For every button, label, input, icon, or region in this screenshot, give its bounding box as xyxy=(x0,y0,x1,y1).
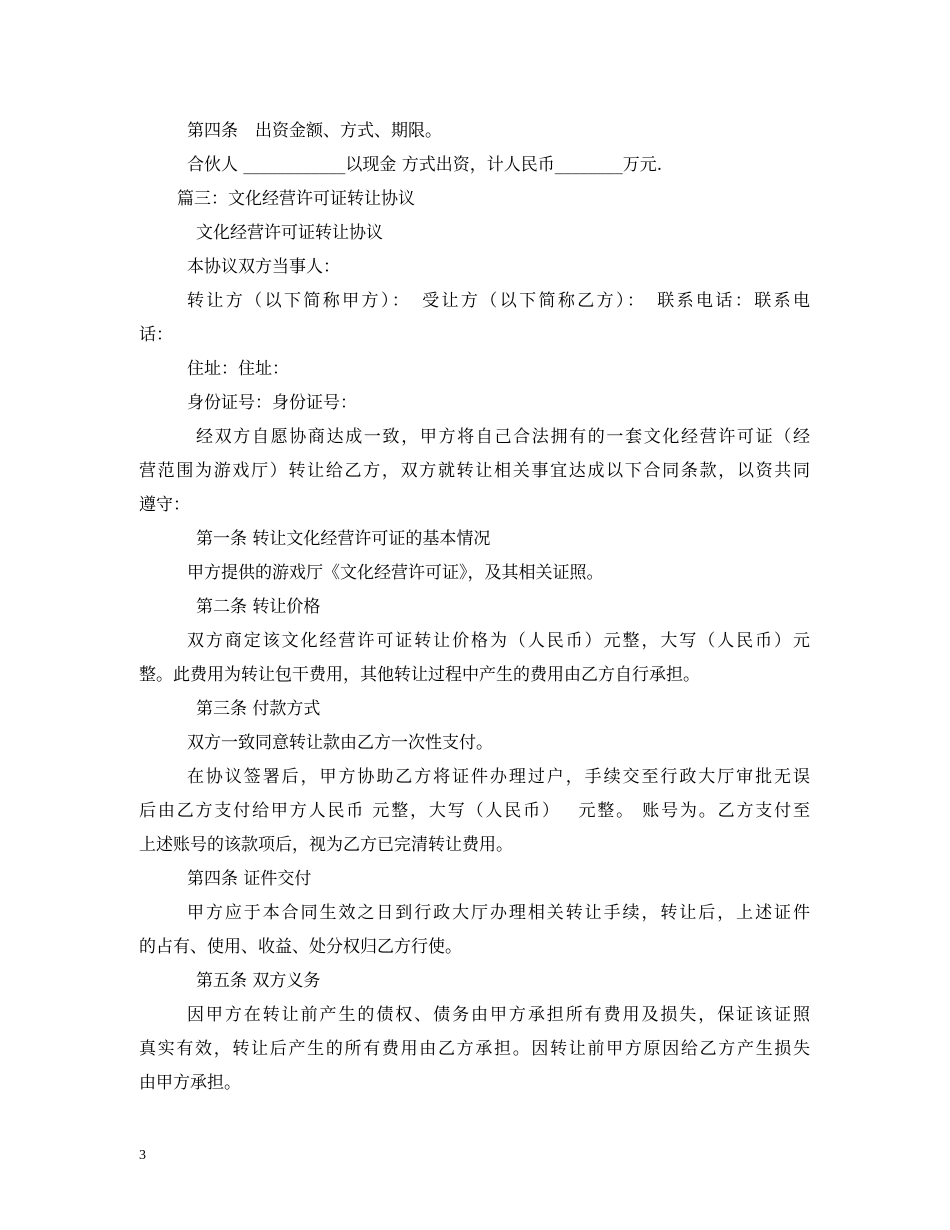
parties-contact-line: 转让方（以下简称甲方）： 受让方（以下简称乙方）： 联系电话：联系电 xyxy=(187,291,810,311)
preamble-line-1: 经双方自愿协商达成一致，甲方将自己合法拥有的一套文化经营许可证（经 xyxy=(196,427,810,447)
article-one-heading: 第一条 转让文化经营许可证的基本情况 xyxy=(196,529,491,549)
partner-contribution-line: 合伙人 ____________以现金 方式出资，计人民币________万元. xyxy=(187,155,663,175)
article-two-body-line-1: 双方商定该文化经营许可证转让价格为（人民币）元整，大写（人民币）元 xyxy=(187,631,810,651)
article-five-body-line-1: 因甲方在转让前产生的债权、债务由甲方承担所有费用及损失，保证该证照 xyxy=(187,1005,810,1025)
preamble-line-3: 遵守： xyxy=(139,495,190,515)
article-two-heading: 第二条 转让价格 xyxy=(196,597,321,617)
article-one-body: 甲方提供的游戏厅《文化经营许可证》，及其相关证照。 xyxy=(187,563,604,583)
article-four-body-line-2: 的占有、使用、收益、处分权归乙方行使。 xyxy=(139,937,462,957)
preamble-line-2: 营范围为游戏厅）转让给乙方，双方就转让相关事宜达成以下合同条款，以资共同 xyxy=(139,461,810,481)
article-four-delivery-heading: 第四条 证件交付 xyxy=(187,869,312,889)
address-line: 住址：住址： xyxy=(187,359,289,379)
article-three-body-line-1: 双方一致同意转让款由乙方一次性支付。 xyxy=(187,733,493,753)
page-number: 3 xyxy=(139,1148,146,1163)
article-three-heading: 第三条 付款方式 xyxy=(196,699,321,719)
article-two-body-line-2: 整。此费用为转让包干费用，其他转让过程中产生的费用由乙方自行承担。 xyxy=(139,665,700,685)
id-number-line: 身份证号：身份证号： xyxy=(187,393,357,413)
section-three-title: 篇三：文化经营许可证转让协议 xyxy=(177,189,415,209)
article-five-body-line-3: 由甲方承担。 xyxy=(139,1073,241,1093)
article-five-body-line-2: 真实有效，转让后产生的所有费用由乙方承担。因转让前甲方原因给乙方产生损失 xyxy=(139,1039,810,1059)
article-three-body-line-4: 上述账号的该款项后，视为乙方已完清转让费用。 xyxy=(139,835,513,855)
parties-intro: 本协议双方当事人： xyxy=(187,257,340,277)
article-three-body-line-3: 后由乙方支付给甲方人民币 元整，大写（人民币） 元整。 账号为。乙方支付至 xyxy=(139,801,810,821)
parties-contact-line-continued: 话： xyxy=(139,325,173,345)
agreement-title: 文化经营许可证转让协议 xyxy=(196,223,383,243)
article-three-body-line-2: 在协议签署后，甲方协助乙方将证件办理过户，手续交至行政大厅审批无误 xyxy=(187,767,810,787)
article-five-heading: 第五条 双方义务 xyxy=(196,971,321,991)
article-four-body-line-1: 甲方应于本合同生效之日到行政大厅办理相关转让手续，转让后，上述证件 xyxy=(187,903,810,923)
article-four-heading: 第四条 出资金额、方式、期限。 xyxy=(187,121,442,141)
